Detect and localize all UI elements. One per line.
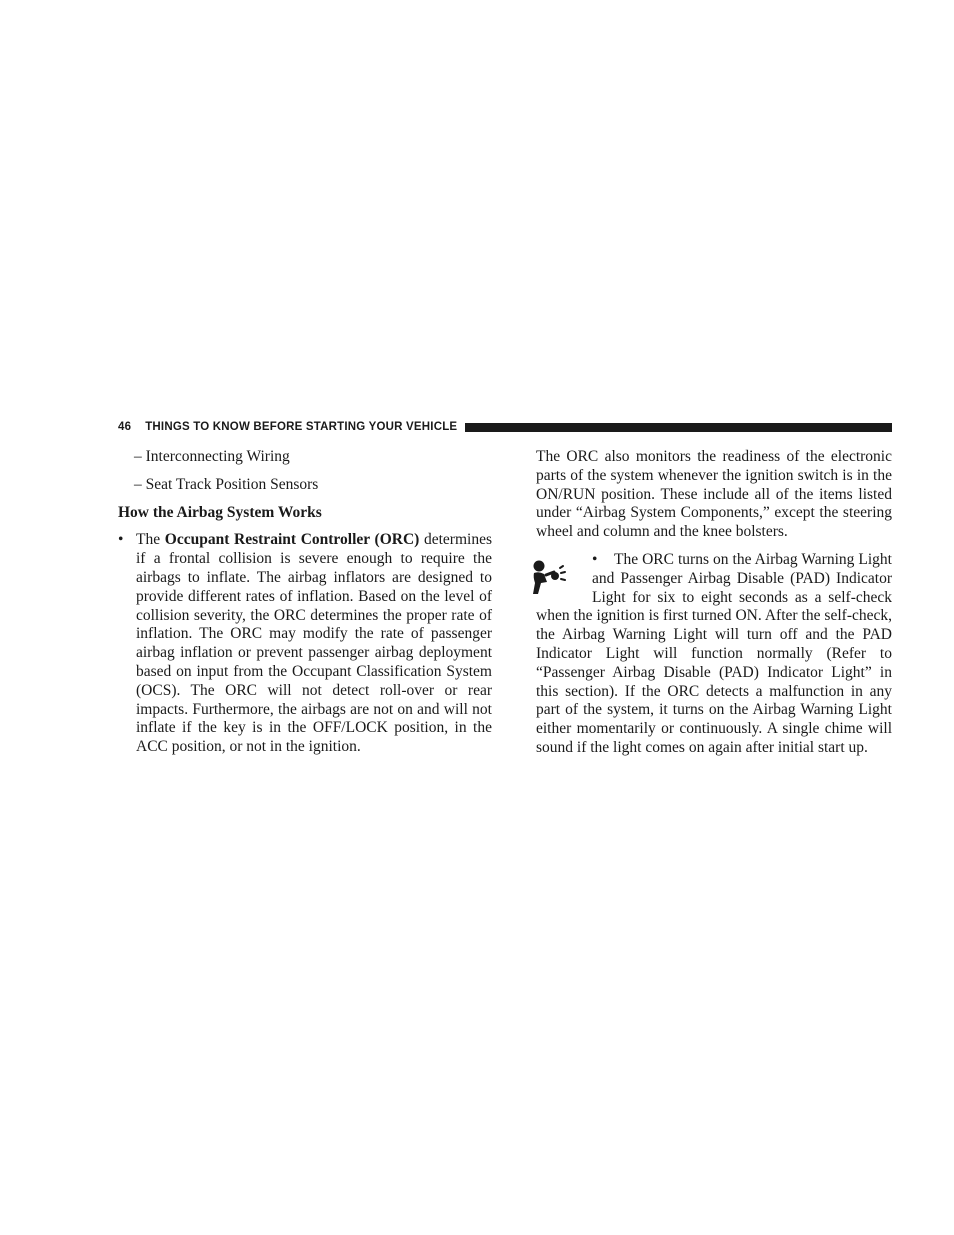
orc-monitoring-paragraph: The ORC also monitors the readiness of the electronic parts of the system whenever the ignition switch is in the ON/RUN position. These include all of the items listed under “Airbag System Components,” except the steering wheel and column and the knee bolsters. <box>536 448 892 541</box>
page-header <box>118 419 892 435</box>
bullet-symbol: • <box>118 531 124 549</box>
bullet-symbol: • <box>592 550 598 568</box>
left-column <box>118 448 492 757</box>
orc-bullet <box>118 531 492 757</box>
airbag-warning-icon <box>528 559 568 599</box>
list-item-interconnecting-wiring: – Interconnecting Wiring <box>134 448 290 465</box>
header-rule <box>465 423 892 432</box>
orc-self-check-bullet <box>536 551 892 758</box>
bullet-text: determines if a frontal collision is severe enough to require the airbags to inflate. The airbag inflators are designed to provide different rates of inflation. Based on the level of collision severity, the ORC determines the proper rate of inflation. The ORC may modify the rate of passenger airbag inflation or prevent passenger airbag deployment based on input from the Occupant Classification System (OCS). The ORC will not detect roll-over or rear impacts. Furthermore, the airbags are not on and will not inflate if the key is in the OFF/LOCK position, in the ACC position, or not in the ignition. <box>136 531 492 756</box>
list-item-seat-track-sensors: – Seat Track Position Sensors <box>134 475 319 493</box>
bullet-text: The ORC turns on the Airbag Warning Light and Passenger Airbag Disable (PAD) Indicator Light for six to eight seconds as a self-check when the ignition is first turned ON. After the self-check, the Airbag Warning Light will turn off and the PAD Indicator Light will function normally (Refer to “Passenger Airbag Disable (PAD) Indicator Light” in this section). If the ORC detects a malfunction in any part of the system, it turns on the Airbag Warning Light either momentarily or continuously. A single chime will sound if the light comes on again after initial start up. <box>536 550 892 756</box>
section-title: THINGS TO KNOW BEFORE STARTING YOUR VEHICLE <box>145 421 458 433</box>
right-column <box>536 448 892 758</box>
section-heading: How the Airbag System Works <box>118 503 322 521</box>
bold-term: Occupant Restraint Controller (ORC) <box>164 531 420 549</box>
bullet-prefix: The <box>136 531 165 549</box>
page-number: 46 <box>118 421 132 433</box>
airbag-warning-block <box>536 551 892 758</box>
